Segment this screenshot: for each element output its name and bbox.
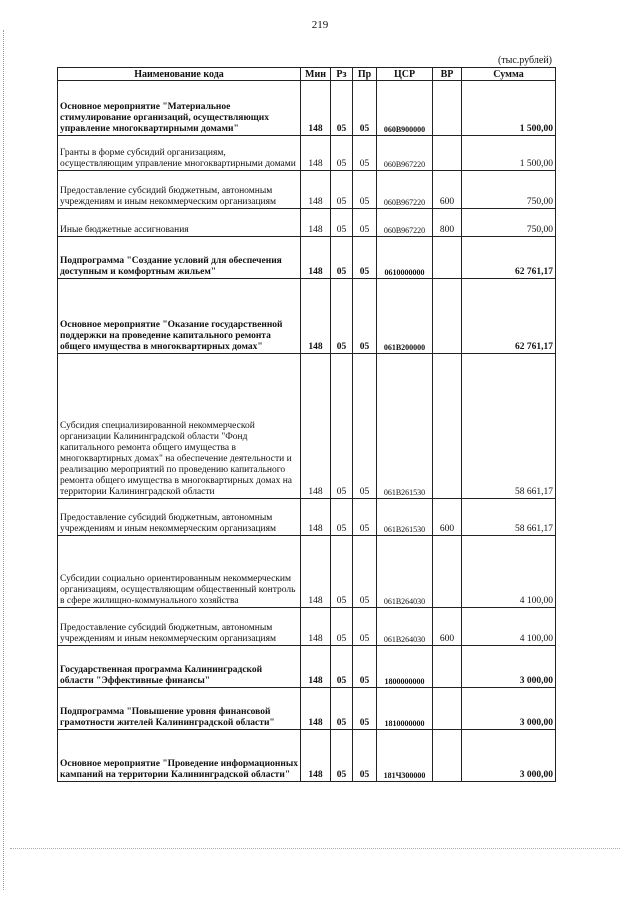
header-min: Мин <box>301 68 331 81</box>
cell-csr: 061В261530 <box>377 499 433 536</box>
cell-vr: 800 <box>433 209 462 237</box>
header-sum: Сумма <box>462 68 556 81</box>
cell-csr: 1810000000 <box>377 688 433 730</box>
cell-min: 148 <box>301 171 331 209</box>
cell-min: 148 <box>301 688 331 730</box>
budget-table <box>57 67 556 782</box>
cell-pr: 05 <box>353 499 377 536</box>
cell-pr: 05 <box>353 688 377 730</box>
cell-vr: 600 <box>433 499 462 536</box>
cell-sum: 3 000,00 <box>462 730 556 782</box>
cell-min: 148 <box>301 730 331 782</box>
scan-bottom-marks <box>10 848 620 849</box>
cell-vr <box>433 688 462 730</box>
cell-rz: 05 <box>331 608 353 646</box>
table-row <box>58 499 556 536</box>
cell-csr: 181Ч300000 <box>377 730 433 782</box>
cell-vr <box>433 136 462 171</box>
cell-rz: 05 <box>331 730 353 782</box>
cell-min: 148 <box>301 81 331 136</box>
cell-sum: 3 000,00 <box>462 646 556 688</box>
cell-rz: 05 <box>331 136 353 171</box>
cell-csr: 060В900000 <box>377 81 433 136</box>
cell-pr: 05 <box>353 608 377 646</box>
cell-rz: 05 <box>331 171 353 209</box>
cell-min: 148 <box>301 237 331 279</box>
cell-name: Гранты в форме субсидий организациям, осуществляющим управление многоквартирными домами <box>58 136 301 171</box>
header-csr: ЦСР <box>377 68 433 81</box>
table-row <box>58 136 556 171</box>
cell-vr <box>433 354 462 499</box>
cell-vr <box>433 237 462 279</box>
cell-rz: 05 <box>331 354 353 499</box>
cell-csr: 060В967220 <box>377 209 433 237</box>
cell-csr: 061В200000 <box>377 279 433 354</box>
cell-min: 148 <box>301 209 331 237</box>
cell-pr: 05 <box>353 171 377 209</box>
scan-edge-marks <box>3 30 7 890</box>
cell-rz: 05 <box>331 279 353 354</box>
cell-name: Основное мероприятие "Оказание государственной поддержки на проведение капитального ремонта общего имущества в многоквартирных домах" <box>58 279 301 354</box>
cell-csr: 1800000000 <box>377 646 433 688</box>
cell-min: 148 <box>301 499 331 536</box>
cell-rz: 05 <box>331 209 353 237</box>
cell-sum: 750,00 <box>462 209 556 237</box>
cell-name: Основное мероприятие "Проведение информационных кампаний на территории Калининградской области" <box>58 730 301 782</box>
cell-sum: 1 500,00 <box>462 81 556 136</box>
header-name: Наименование кода <box>58 68 301 81</box>
cell-min: 148 <box>301 536 331 608</box>
cell-pr: 05 <box>353 209 377 237</box>
cell-rz: 05 <box>331 688 353 730</box>
cell-csr: 0610000000 <box>377 237 433 279</box>
cell-sum: 4 100,00 <box>462 608 556 646</box>
table-row <box>58 354 556 499</box>
cell-pr: 05 <box>353 136 377 171</box>
cell-vr: 600 <box>433 608 462 646</box>
cell-vr <box>433 279 462 354</box>
cell-csr: 061В264030 <box>377 608 433 646</box>
cell-csr: 061В261530 <box>377 354 433 499</box>
cell-name: Субсидия специализированной некоммерческой организации Калининградской области "Фонд капитального ремонта общего имущества в многоквартирных домах" на обеспечение деятельности и реализацию мероприятий по проведению капитального ремонта общего имущества в многоквартирных домах на территории Калининградской области <box>58 354 301 499</box>
cell-name: Предоставление субсидий бюджетным, автономным учреждениям и иным некоммерческим организациям <box>58 608 301 646</box>
cell-pr: 05 <box>353 354 377 499</box>
table-row <box>58 646 556 688</box>
page-number: 219 <box>311 19 329 31</box>
cell-sum: 62 761,17 <box>462 279 556 354</box>
cell-rz: 05 <box>331 237 353 279</box>
table-row <box>58 279 556 354</box>
cell-vr: 600 <box>433 171 462 209</box>
cell-min: 148 <box>301 136 331 171</box>
cell-sum: 58 661,17 <box>462 499 556 536</box>
cell-name: Иные бюджетные ассигнования <box>58 209 301 237</box>
cell-csr: 060В967220 <box>377 136 433 171</box>
table-row <box>58 608 556 646</box>
cell-pr: 05 <box>353 730 377 782</box>
cell-rz: 05 <box>331 536 353 608</box>
cell-sum: 750,00 <box>462 171 556 209</box>
table-row <box>58 209 556 237</box>
cell-pr: 05 <box>353 81 377 136</box>
cell-name: Подпрограмма "Создание условий для обеспечения доступным и комфортным жильем" <box>58 237 301 279</box>
cell-name: Субсидии социально ориентированным некоммерческим организациям, осуществляющим общественный контроль в сфере жилищно-коммунального хозяйства <box>58 536 301 608</box>
table-row <box>58 536 556 608</box>
cell-name: Предоставление субсидий бюджетным, автономным учреждениям и иным некоммерческим организациям <box>58 171 301 209</box>
cell-pr: 05 <box>353 536 377 608</box>
cell-rz: 05 <box>331 499 353 536</box>
table-header-row <box>58 68 556 81</box>
cell-vr <box>433 730 462 782</box>
cell-csr: 061В264030 <box>377 536 433 608</box>
cell-min: 148 <box>301 279 331 354</box>
cell-pr: 05 <box>353 279 377 354</box>
cell-sum: 3 000,00 <box>462 688 556 730</box>
cell-pr: 05 <box>353 646 377 688</box>
cell-min: 148 <box>301 646 331 688</box>
table-row <box>58 730 556 782</box>
header-pr: Пр <box>353 68 377 81</box>
units-label: (тыс.рублей) <box>497 55 552 66</box>
cell-name: Подпрограмма "Повышение уровня финансовой грамотности жителей Калининградской области" <box>58 688 301 730</box>
header-vr: ВР <box>433 68 462 81</box>
cell-rz: 05 <box>331 646 353 688</box>
cell-name: Основное мероприятие "Материальное стимулирование организаций, осуществляющих управление многоквартирными домами" <box>58 81 301 136</box>
cell-sum: 58 661,17 <box>462 354 556 499</box>
cell-name: Предоставление субсидий бюджетным, автономным учреждениям и иным некоммерческим организациям <box>58 499 301 536</box>
cell-csr: 060В967220 <box>377 171 433 209</box>
cell-rz: 05 <box>331 81 353 136</box>
cell-min: 148 <box>301 354 331 499</box>
header-rz: Рз <box>331 68 353 81</box>
cell-name: Государственная программа Калининградской области "Эффективные финансы" <box>58 646 301 688</box>
table-row <box>58 171 556 209</box>
cell-sum: 1 500,00 <box>462 136 556 171</box>
cell-vr <box>433 81 462 136</box>
table-row <box>58 688 556 730</box>
cell-sum: 62 761,17 <box>462 237 556 279</box>
cell-vr <box>433 646 462 688</box>
table-row <box>58 81 556 136</box>
table-body <box>58 81 556 782</box>
table-row <box>58 237 556 279</box>
cell-vr <box>433 536 462 608</box>
cell-min: 148 <box>301 608 331 646</box>
cell-pr: 05 <box>353 237 377 279</box>
cell-sum: 4 100,00 <box>462 536 556 608</box>
